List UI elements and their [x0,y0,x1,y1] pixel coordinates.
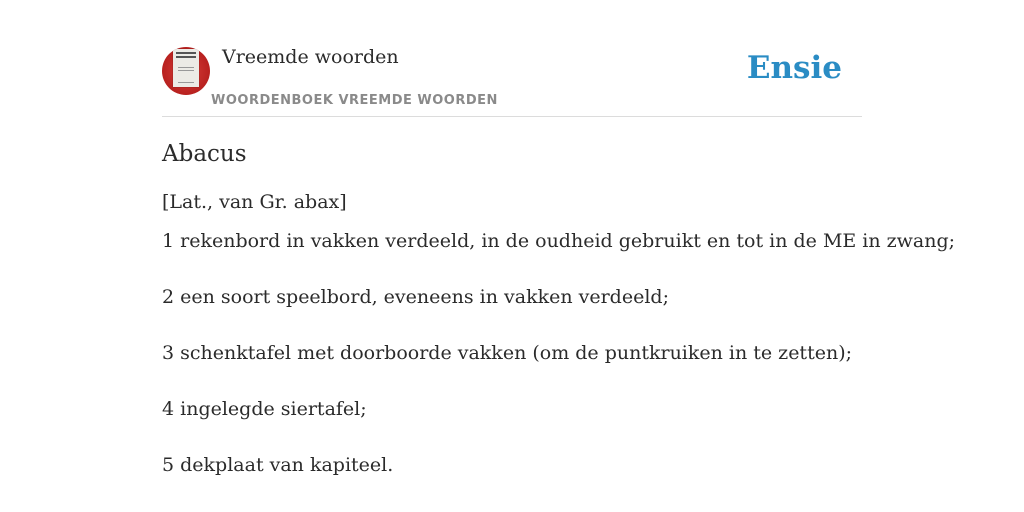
definition-item: 1 rekenbord in vakken verdeeld, in de oudheid gebruikt en tot in de ME in zwang; [162,230,956,252]
book-subtitle: WOORDENBOEK VREEMDE WOORDEN [211,93,498,108]
definition-item: 3 schenktafel met doorboorde vakken (om de puntkruiken in te zetten); [162,342,853,364]
page-container [162,44,956,505]
definition-item: 4 ingelegde siertafel; [162,398,367,420]
book-cover-image [173,49,199,87]
entry-header [162,44,862,117]
entry-etymology: [Lat., van Gr. abax] [162,191,347,213]
definition-item: 5 dekplaat van kapiteel. [162,454,394,476]
book-cover-icon[interactable] [162,47,210,95]
definition-item: 2 een soort speelbord, eveneens in vakken verdeeld; [162,286,669,308]
definition-list [162,225,956,481]
entry-title: Abacus [162,141,247,167]
ensie-logo-link[interactable]: Ensie [746,50,842,86]
book-title-link[interactable]: Vreemde woorden [222,46,399,68]
